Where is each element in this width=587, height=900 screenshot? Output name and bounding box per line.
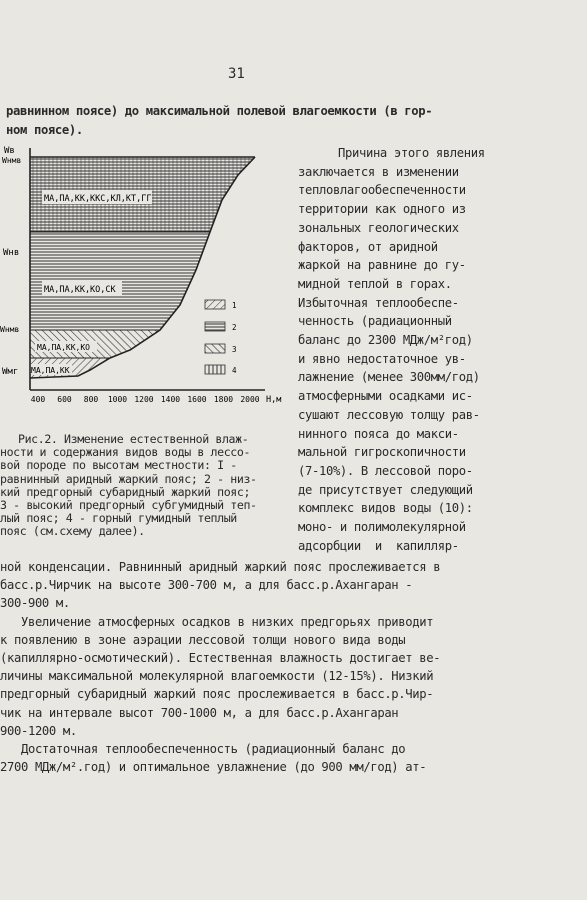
caption-line: ности и содержания видов воды в лессо-	[0, 445, 251, 460]
figure-legend	[205, 300, 237, 375]
figure-chart	[0, 140, 300, 420]
legend-label-1: 1	[232, 301, 237, 310]
text-line: ченность (радиационный	[298, 314, 452, 329]
text-line: к появлению в зоне аэрации лессовой толщи нового вида воды	[0, 632, 406, 647]
text-line: баланс до 2300 МДж/м²год)	[298, 333, 473, 347]
text-line: предгорный субаридный жаркий пояс прослеживается в басс.р.Чир-	[0, 687, 434, 702]
text-line: факторов, от аридной	[298, 239, 438, 254]
band-label-1: МА,ПА,КК,ККС,КЛ,КТ,ГГ	[44, 194, 152, 204]
text-line: де присутствует следующий	[298, 482, 473, 497]
caption-line: пояс (см.схему далее).	[0, 524, 145, 539]
text-line: чик на интервале высот 700-1000 м, а для басс.р.Ахангаран	[0, 705, 399, 720]
text-line: территории как одного из	[298, 202, 466, 217]
caption-line: 3 - высокий предгорный субгумидный теп-	[0, 498, 257, 512]
x-tick-label: 1600	[187, 395, 207, 404]
text-line: Достаточная теплообеспеченность (радиационный баланс до	[0, 742, 406, 756]
text-line: зональных геологических	[298, 220, 459, 235]
text-line: 300-900 м.	[0, 596, 70, 611]
y-label-wv: Wв	[4, 146, 15, 156]
x-tick-label: 1800	[213, 395, 234, 404]
x-tick-label: 1000	[107, 395, 128, 404]
text-line: Увеличение атмосферных осадков в низких предгорьях приводит	[0, 614, 434, 629]
legend-label-4: 4	[232, 366, 237, 375]
text-line: басс.р.Чирчик на высоте 300-700 м, а для басс.р.Ахангаран -	[0, 578, 413, 593]
band-label-2: МА,ПА,КК,КО,СК	[44, 285, 116, 295]
text-line: 900-1200 м.	[0, 723, 77, 738]
y-label-wnmv: Wнмв	[0, 325, 20, 334]
caption-line: лый пояс; 4 - горный гумидный теплый	[0, 511, 237, 526]
text-line: тепловлагообеспеченности	[298, 183, 466, 198]
text-line: жаркой на равнине до гу-	[298, 258, 466, 273]
text-line: заключается в изменении	[298, 164, 459, 179]
text-line: (капиллярно-осмотический). Естественная влажность достигает ве-	[0, 651, 441, 665]
caption-line: Рис.2. Изменение естественной влаж-	[18, 432, 249, 446]
text-line: 2700 МДж/м².год) и оптимальное увлажнение (до 900 мм/год) ат-	[0, 760, 427, 775]
x-axis-unit: Н,м	[266, 395, 282, 405]
page-number: 31	[228, 66, 245, 82]
caption-line: кий предгорный субаридный жаркий пояс;	[0, 484, 251, 499]
text-line: моно- и полимолекулярной	[298, 520, 466, 534]
x-tick-label: 800	[83, 395, 99, 404]
text-line: ном поясе).	[6, 122, 83, 137]
x-axis-ticks	[31, 395, 260, 404]
text-line: мальной гигроскопичности	[298, 445, 466, 460]
text-line: Избыточная теплообеспе-	[298, 295, 459, 310]
x-tick-label: 2000	[240, 395, 260, 404]
text-line: сушают лессовую толщу рав-	[298, 407, 480, 422]
legend-label-3: 3	[232, 345, 237, 354]
text-line: комплекс видов воды (10):	[298, 501, 473, 516]
text-line: адсорбции и капилляр-	[298, 538, 459, 553]
text-line: Причина этого явления	[338, 146, 485, 160]
text-line: равнинном поясе) до максимальной полевой влагоемкости (в гор-	[6, 104, 433, 118]
legend-label-2: 2	[232, 323, 237, 332]
text-line: (7-10%). В лессовой поро-	[298, 463, 473, 478]
x-tick-label: 400	[30, 395, 46, 404]
x-tick-label: 1400	[160, 395, 181, 404]
text-line: и явно недостаточное ув-	[298, 351, 466, 366]
text-line: личины максимальной молекулярной влагоемкости (12-15%). Низкий	[0, 669, 434, 684]
text-line: ной конденсации. Равнинный аридный жаркий пояс прослеживается в	[0, 560, 441, 574]
band-label-3: МА,ПА,КК,КО	[37, 343, 90, 352]
text-line: атмосферными осадками ис-	[298, 389, 473, 404]
y-label-wmg: Wмг	[2, 367, 19, 377]
text-line: нинного пояса до макси-	[298, 426, 459, 441]
x-tick-label: 1200	[134, 395, 154, 404]
text-line: лажнение (менее 300мм/год)	[298, 370, 480, 385]
text-line: мидной теплой в горах.	[298, 276, 452, 291]
caption-line: вой породе по высотам местности: I -	[0, 458, 237, 473]
x-tick-label: 600	[57, 395, 72, 404]
y-label-wnmv-top: Wнмв	[2, 156, 22, 165]
caption-line: равнинный аридный жаркий пояс; 2 - низ-	[0, 471, 257, 486]
band-label-4: МА,ПА,КК	[31, 366, 70, 375]
y-label-wnv: Wнв	[3, 248, 20, 258]
